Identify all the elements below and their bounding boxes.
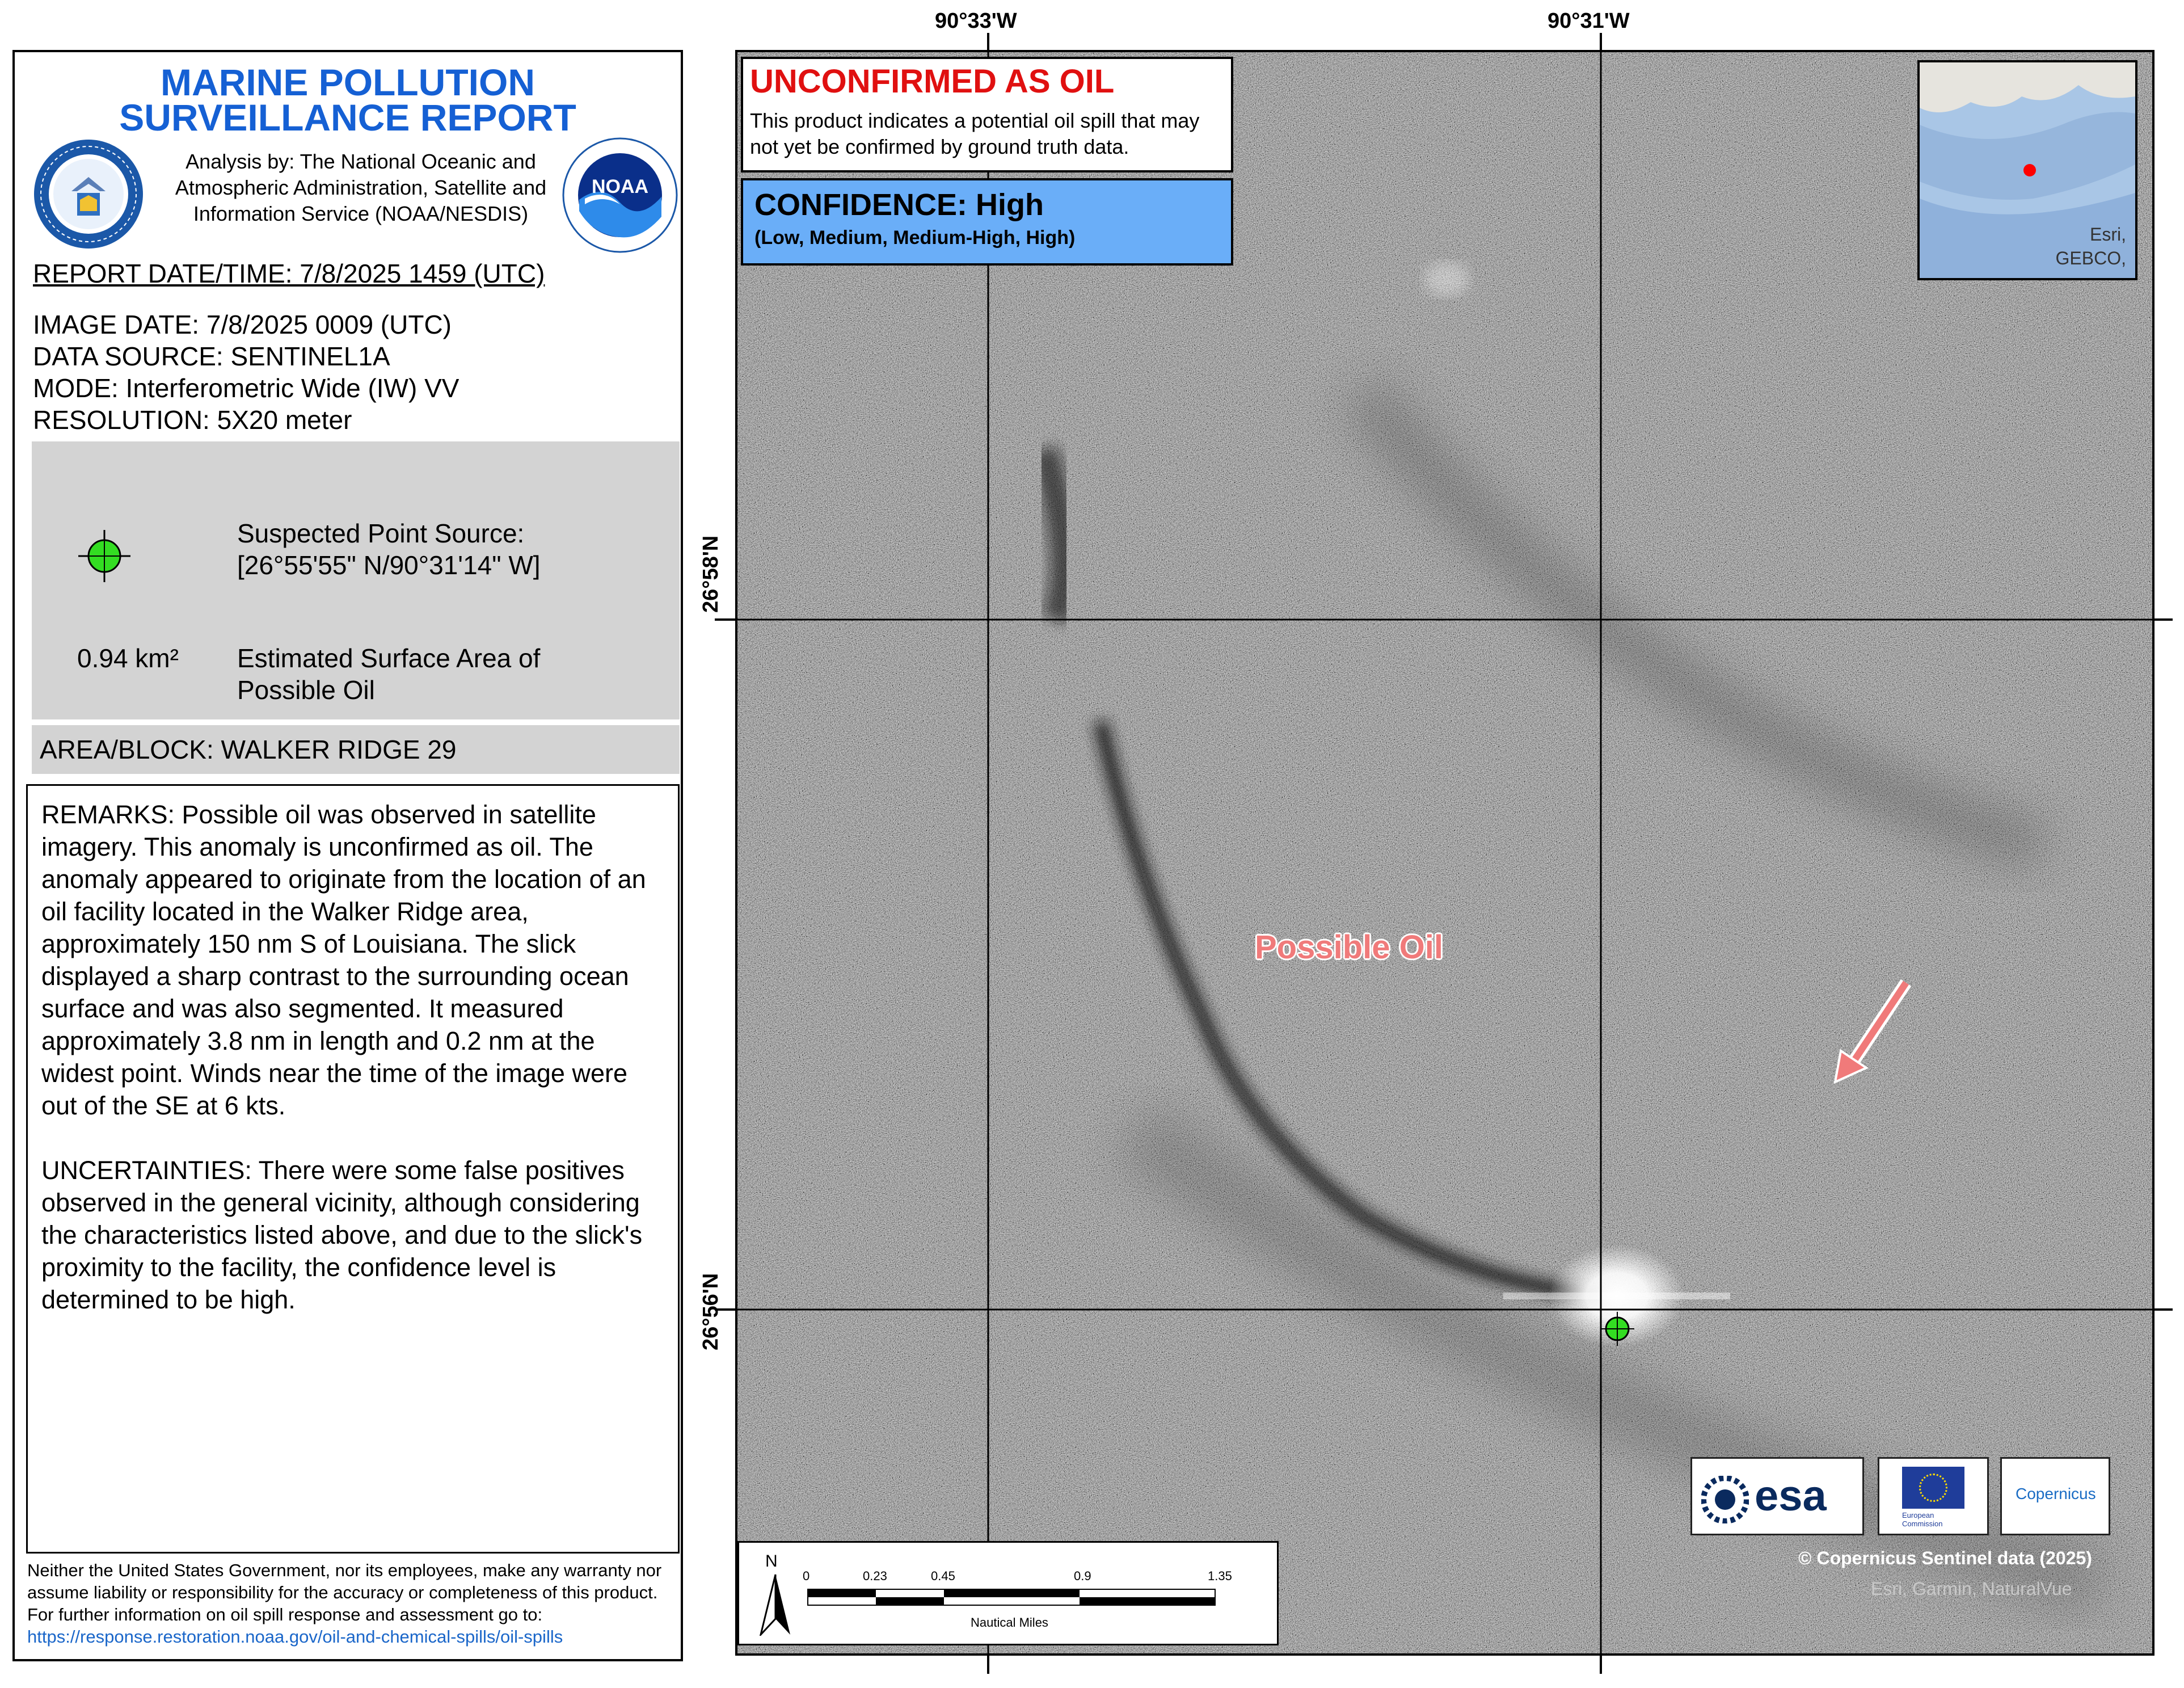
- confidence-title: CONFIDENCE: High: [754, 188, 1044, 222]
- latitude-label-2: 26°56'N: [699, 1273, 723, 1350]
- resolution: RESOLUTION: 5X20 meter: [33, 405, 352, 435]
- european-commission-logo: [1878, 1457, 1989, 1535]
- legend-area-value: 0.94 km²: [77, 643, 179, 673]
- partner-logos: [1690, 1457, 2116, 1538]
- inset-credit-1: Esri,: [2090, 224, 2126, 245]
- sar-imagery: [737, 52, 2152, 1653]
- scale-tick-3: 0.9: [1074, 1569, 1091, 1583]
- eu-logo-text: [1902, 1511, 1943, 1528]
- copernicus-logo-text: Copernicus: [2016, 1485, 2096, 1502]
- eu-flag-icon: [1902, 1467, 1964, 1509]
- noaa-logo-text: NOAA: [591, 176, 649, 197]
- latitude-label-1: 26°58'N: [699, 535, 723, 613]
- longitude-label-1: 90°33'W: [935, 9, 1017, 33]
- copernicus-logo: [2000, 1457, 2110, 1535]
- sar-map[interactable]: [735, 50, 2155, 1656]
- scale-units: Nautical Miles: [971, 1615, 1048, 1630]
- confidence-box: [741, 178, 1233, 266]
- locator-inset-map[interactable]: [1917, 60, 2137, 280]
- north-arrow-label: N: [765, 1552, 778, 1571]
- uncertainties-text: UNCERTAINTIES: There were some false positives observed in the general vicinity, although considering the characteristics listed above, and due to the slick's proximity to the facility, the confidence level is determined to be high.: [41, 1156, 643, 1314]
- inset-credit-2: GEBCO,: [2055, 248, 2126, 268]
- sensor-mode: MODE: Interferometric Wide (IW) VV: [33, 373, 459, 403]
- legend-area-label: Estimated Surface Area of Possible Oil: [237, 643, 541, 705]
- report-datetime: REPORT DATE/TIME: 7/8/2025 1459 (UTC): [33, 259, 545, 288]
- report-panel: [12, 50, 683, 1661]
- copernicus-credit: © Copernicus Sentinel data (2025): [1798, 1548, 2092, 1568]
- confidence-levels: (Low, Medium, Medium-High, High): [754, 227, 1076, 249]
- legend-point-source-label: Suspected Point Source:: [237, 519, 525, 548]
- report-title-line2: SURVEILLANCE REPORT: [119, 96, 576, 138]
- remarks-box: [26, 784, 680, 1554]
- scale-tick-4: 1.35: [1208, 1569, 1232, 1583]
- inset-credit: [2056, 222, 2126, 270]
- scale-bar-graphic: [807, 1587, 1216, 1607]
- unconfirmed-text: This product indicates a potential oil spill that may not yet be confirmed by ground truth data.: [750, 109, 1200, 158]
- eu-logo-text-1: European: [1902, 1511, 1934, 1519]
- further-info: [27, 1603, 680, 1648]
- scale-bar-box: [737, 1541, 1279, 1645]
- eu-logo-text-2: Commission: [1902, 1519, 1943, 1528]
- esa-logo-icon: [1701, 1476, 1749, 1523]
- unconfirmed-title: UNCONFIRMED AS OIL: [750, 63, 1115, 100]
- scale-tick-2: 0.45: [931, 1569, 955, 1583]
- unconfirmed-box: [741, 57, 1233, 172]
- scale-tick-0: 0: [803, 1569, 810, 1583]
- point-source-symbol-icon: [77, 529, 132, 583]
- analysis-credit: Analysis by: The National Oceanic and Atmospheric Administration, Satellite and Information Service (NOAA/NESDIS): [175, 150, 547, 225]
- department-of-commerce-seal-icon: [32, 137, 145, 251]
- esri-credit: Esri, Garmin, NaturalVue: [1871, 1578, 2072, 1599]
- esa-logo: [1690, 1457, 1864, 1535]
- scale-tick-1: 0.23: [863, 1569, 887, 1583]
- possible-oil-label: Possible Oil: [1255, 929, 1443, 966]
- longitude-label-2: 90°31'W: [1548, 9, 1630, 33]
- legend-point-source-coords: [26°55'55" N/90°31'14" W]: [237, 550, 541, 580]
- noaa-logo-icon: [562, 137, 678, 254]
- disclaimer-text: Neither the United States Government, nor its employees, make any warranty nor assume liability or responsibility for the accuracy or completeness of this product.: [27, 1560, 662, 1602]
- remarks-text: REMARKS: Possible oil was observed in satellite imagery. This anomaly is unconfirmed as oil. The anomaly appeared to originate from the location of an oil facility located in the Walker Ridge area, approximately 150 nm S of Louisiana. The slick displayed a sharp contrast to the surrounding ocean surface and was also segmented. It measured approximately 3.8 nm in length and 0.2 nm at the widest point. Winds near the time of the image were out of the SE at 6 kts.: [41, 800, 646, 1120]
- image-date: IMAGE DATE: 7/8/2025 0009 (UTC): [33, 310, 452, 339]
- legend-point-source: [237, 517, 634, 581]
- image-info: [33, 309, 459, 436]
- further-info-text: For further information on oil spill response and assessment go to:: [27, 1605, 543, 1624]
- report-title-line1: MARINE POLLUTION: [161, 61, 535, 103]
- report-title: [15, 61, 681, 138]
- north-arrow-icon: [760, 1573, 791, 1636]
- area-block: AREA/BLOCK: WALKER RIDGE 29: [32, 725, 680, 774]
- oil-spills-link[interactable]: https://response.restoration.noaa.gov/oil-and-chemical-spills/oil-spills: [27, 1627, 563, 1647]
- data-source: DATA SOURCE: SENTINEL1A: [33, 342, 390, 371]
- esa-logo-text: esa: [1755, 1472, 1827, 1520]
- disclaimer: [27, 1559, 680, 1648]
